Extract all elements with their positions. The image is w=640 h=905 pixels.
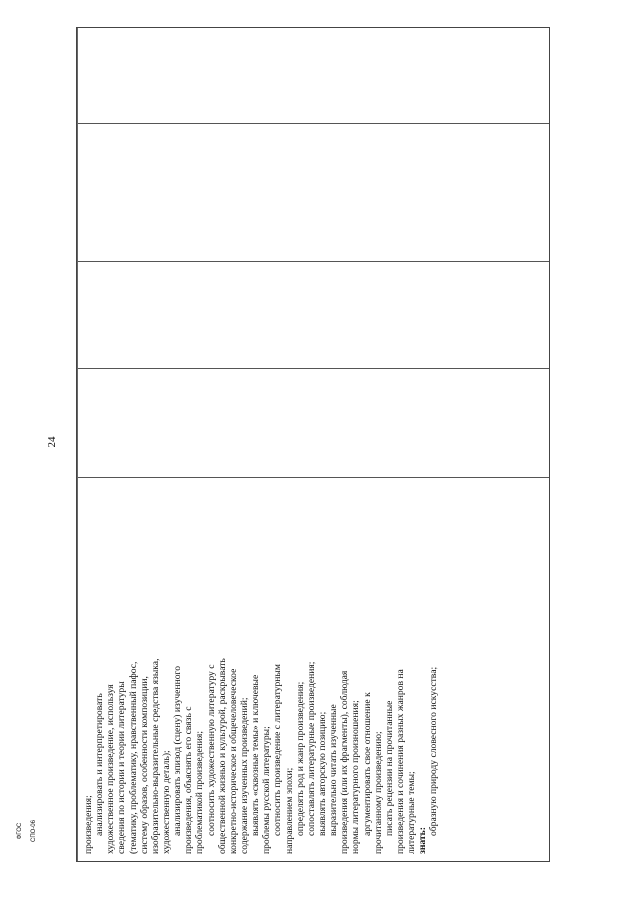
cell-text-line: произведения (или их фрагменты), соблюдая: [339, 670, 351, 854]
cell-text-line: направлением эпохи;: [283, 767, 295, 854]
table-column-divider: [77, 28, 78, 861]
cell-text-line: общественной жизнью и культурой, раскрывать: [216, 658, 228, 854]
cell-text-line: определять род и жанр произведения;: [294, 681, 306, 836]
cell-text-line: нормы литературного произношения;: [350, 700, 362, 854]
cell-text-line: содержание изученных произведений;: [238, 697, 250, 854]
page-number: 24: [46, 436, 58, 448]
table-row-divider: [77, 368, 549, 369]
cell-text-line: (тематику, проблематику, нравственный пафос,: [127, 661, 139, 854]
cell-text-line: знать:: [417, 827, 429, 854]
footer-code: ФГОС СПО-06: [17, 820, 37, 842]
cell-text-line: аргументировать свое отношение к: [361, 692, 373, 836]
cell-text-line: проблематикой произведения;: [194, 730, 206, 854]
cell-text-line: образную природу словесного искусства;: [428, 666, 440, 836]
cell-text-line: выявлять авторскую позицию;: [316, 711, 328, 836]
cell-text-line: произведения и сочинения разных жанров на: [394, 669, 406, 854]
cell-text-line: анализировать эпизод (сцену) изученного: [172, 665, 184, 836]
cell-text-line: художественное произведение, используя: [105, 684, 117, 854]
cell-text-line: систему образов, особенности композиции,: [138, 676, 150, 854]
table-cell-content: [83, 464, 549, 854]
cell-text-line: сведения по истории и теории литературы: [116, 681, 128, 854]
cell-text-line: литературные темы;: [406, 771, 418, 854]
cell-text-line: соотносить художественную литературу с: [205, 664, 217, 836]
cell-text-line: прочитанному произведению;: [372, 731, 384, 854]
table-row-divider: [77, 123, 549, 124]
cell-text-line: анализировать и интерпретировать: [94, 693, 106, 836]
cell-text-line: писать рецензии на прочитанные: [383, 700, 395, 836]
cell-text-line: выявлять «сквозные темы» и ключевые: [250, 674, 262, 836]
cell-text-line: произведения, объяснять его связь с: [183, 706, 195, 854]
cell-text-line: проблемы русской литературы;: [261, 726, 273, 854]
cell-text-line: изобразительно-выразительные средства языка,: [149, 658, 161, 854]
table-row-divider: [77, 261, 549, 262]
cell-text-line: художественную деталь);: [160, 750, 172, 854]
cell-text-line: конкретно-историческое и общечеловеческое: [227, 668, 239, 854]
cell-text-line: сопоставлять литературные произведения;: [305, 661, 317, 836]
cell-text-line: выразительно читать изученные: [328, 704, 340, 836]
cell-text-line: соотносить произведение с литературным: [272, 664, 284, 836]
cell-text-line: произведения;: [83, 795, 94, 854]
